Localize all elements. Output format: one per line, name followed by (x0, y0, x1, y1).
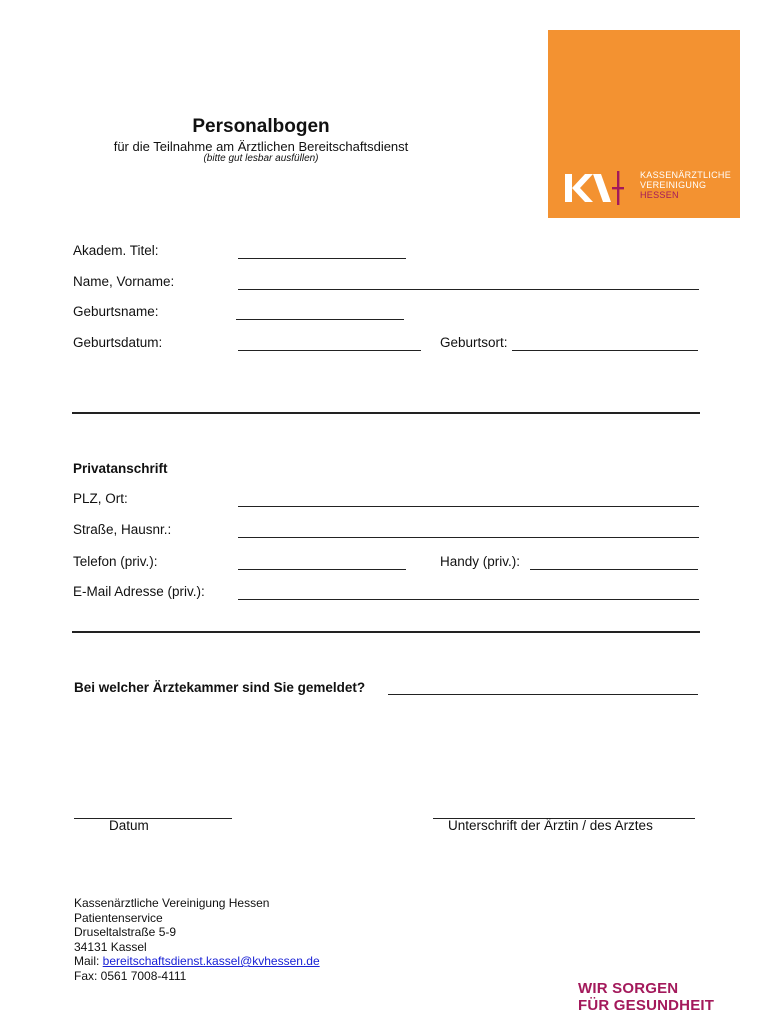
aerztekammer-field[interactable] (388, 694, 698, 695)
handy-label: Handy (priv.): (440, 554, 521, 569)
slogan-line-2: FÜR GESUNDHEIT (578, 997, 715, 1014)
datum-label: Datum (109, 818, 149, 833)
akad-titel-label: Akadem. Titel: (73, 243, 159, 258)
footer-org: Kassenärztliche Vereinigung Hessen (74, 896, 270, 910)
telefon-label: Telefon (priv.): (73, 554, 158, 569)
footer-street: Druseltalstraße 5-9 (74, 925, 177, 939)
datum-field[interactable] (74, 818, 232, 819)
handy-field[interactable] (530, 569, 698, 570)
footer-mail-label: Mail: (74, 954, 103, 968)
footer-fax: Fax: 0561 7008-4111 (74, 968, 187, 983)
logo-line-3: HESSEN (640, 190, 679, 200)
footer-mail-link[interactable]: bereitschaftsdienst.kassel@kvhessen.de (102, 954, 320, 968)
plz-ort-label: PLZ, Ort: (73, 491, 128, 506)
footer-dept: Patientenservice (74, 910, 163, 925)
kv-logo-mark-icon (563, 168, 627, 208)
aerztekammer-question: Bei welcher Ärztekammer sind Sie gemeldet? (74, 680, 366, 695)
email-label: E-Mail Adresse (priv.): (73, 584, 205, 599)
strasse-label: Straße, Hausnr.: (73, 522, 172, 537)
page-title: Personalbogen (192, 116, 330, 137)
kv-logo (548, 30, 740, 218)
geburtsname-field[interactable] (236, 319, 404, 320)
section-divider (72, 412, 700, 414)
kv-logo-text (640, 170, 731, 200)
section-divider (72, 631, 700, 633)
strasse-field[interactable] (238, 537, 699, 538)
geburtsort-label: Geburtsort: (440, 335, 508, 350)
footer-city: 34131 Kassel (74, 939, 147, 954)
email-field[interactable] (238, 599, 699, 600)
slogan-line-1: WIR SORGEN (578, 980, 679, 997)
footer-address (74, 896, 320, 983)
geburtsname-label: Geburtsname: (73, 304, 159, 319)
footer-mail (74, 954, 320, 969)
telefon-field[interactable] (238, 569, 406, 570)
geburtsort-field[interactable] (512, 350, 698, 351)
unterschrift-label: Unterschrift der Ärztin / des Arztes (448, 818, 653, 833)
fill-instruction: (bitte gut lesbar ausfüllen) (203, 153, 319, 164)
logo-line-2: VEREINIGUNG (640, 180, 707, 190)
plz-ort-field[interactable] (238, 506, 699, 507)
name-label: Name, Vorname: (73, 274, 175, 289)
geburtsdatum-label: Geburtsdatum: (73, 335, 163, 350)
akad-titel-field[interactable] (238, 258, 406, 259)
privatanschrift-heading: Privatanschrift (73, 461, 168, 476)
name-field[interactable] (238, 289, 699, 290)
page-subtitle: für die Teilnahme am Ärztlichen Bereitschaftsdienst (113, 139, 409, 154)
logo-line-1: KASSENÄRZTLICHE (640, 170, 732, 180)
geburtsdatum-field[interactable] (238, 350, 421, 351)
slogan (578, 980, 714, 1014)
